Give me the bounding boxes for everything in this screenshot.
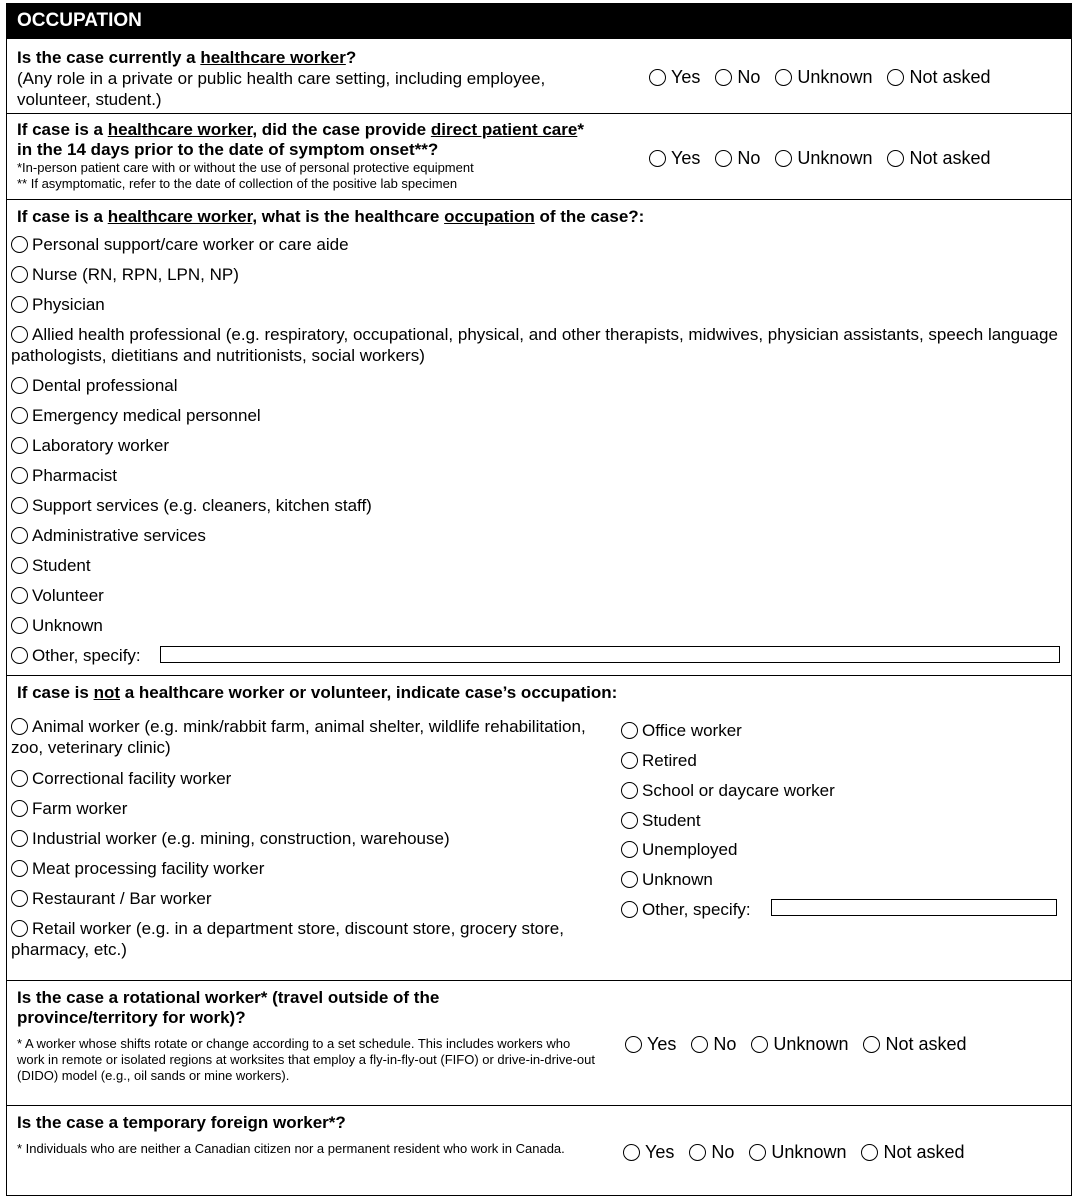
section-header: OCCUPATION xyxy=(7,4,1071,38)
q2-unknown-radio[interactable]: Unknown xyxy=(775,148,872,169)
hc-option-administrative[interactable]: Administrative services xyxy=(11,525,206,546)
radio-circle-icon[interactable] xyxy=(623,1144,640,1161)
radio-circle-icon[interactable] xyxy=(11,377,28,394)
hc-option-nurse[interactable]: Nurse (RN, RPN, LPN, NP) xyxy=(11,264,239,285)
radio-circle-icon[interactable] xyxy=(11,718,28,735)
q-healthcare-occupation xyxy=(7,199,1071,675)
radio-circle-icon[interactable] xyxy=(11,296,28,313)
occ-option-retail[interactable]: Retail worker (e.g. in a department store, discount store, grocery store, pharmacy, etc.) xyxy=(11,919,564,959)
q5-no-radio[interactable]: No xyxy=(691,1034,736,1055)
radio-circle-icon[interactable] xyxy=(11,236,28,253)
occ-option-office[interactable]: Office worker xyxy=(621,720,742,741)
q1-yes-radio[interactable]: Yes xyxy=(649,67,700,88)
hc-option-dental[interactable]: Dental professional xyxy=(11,375,178,396)
q6-yes-radio[interactable]: Yes xyxy=(623,1142,674,1163)
radio-circle-icon[interactable] xyxy=(11,920,28,937)
occ-option-retired[interactable]: Retired xyxy=(621,750,697,771)
radio-circle-icon[interactable] xyxy=(775,69,792,86)
radio-circle-icon[interactable] xyxy=(11,407,28,424)
radio-circle-icon[interactable] xyxy=(11,497,28,514)
hc-option-student[interactable]: Student xyxy=(11,555,91,576)
radio-circle-icon[interactable] xyxy=(649,150,666,167)
occ-option-student[interactable]: Student xyxy=(621,810,701,831)
q1-unknown-radio[interactable]: Unknown xyxy=(775,67,872,88)
q6-note: * Individuals who are neither a Canadian citizen nor a permanent resident who work in Canada. xyxy=(17,1141,565,1156)
occ-option-other[interactable]: Other, specify: xyxy=(621,899,751,920)
q1-note: (Any role in a private or public health care setting, including employee, volunteer, student.) xyxy=(17,69,546,109)
occ-option-correctional[interactable]: Correctional facility worker xyxy=(11,768,231,789)
radio-circle-icon[interactable] xyxy=(11,800,28,817)
q6-options xyxy=(623,1142,975,1163)
radio-circle-icon[interactable] xyxy=(775,150,792,167)
radio-circle-icon[interactable] xyxy=(691,1036,708,1053)
q2-options xyxy=(649,148,1001,169)
q3-title: If case is a healthcare worker, what is the healthcare occupation of the case?: xyxy=(17,207,645,226)
radio-circle-icon[interactable] xyxy=(621,901,638,918)
q1-title: Is the case currently a healthcare worker? xyxy=(17,48,357,67)
q2-footnote-2: ** If asymptomatic, refer to the date of collection of the positive lab specimen xyxy=(17,176,458,191)
occ-option-unknown[interactable]: Unknown xyxy=(621,869,713,890)
hc-option-allied-health[interactable]: Allied health professional (e.g. respiratory, occupational, physical, and other therapists, midwives, physician assistants, speech language pathologists, dietitians and nutritionists, social workers) xyxy=(11,325,1058,365)
radio-circle-icon[interactable] xyxy=(11,467,28,484)
radio-circle-icon[interactable] xyxy=(621,841,638,858)
q-non-healthcare-occupation xyxy=(7,675,1071,980)
radio-circle-icon[interactable] xyxy=(749,1144,766,1161)
occ-option-school-daycare[interactable]: School or daycare worker xyxy=(621,780,835,801)
q5-yes-radio[interactable]: Yes xyxy=(625,1034,676,1055)
occ-option-meat-processing[interactable]: Meat processing facility worker xyxy=(11,858,264,879)
hc-option-laboratory[interactable]: Laboratory worker xyxy=(11,435,169,456)
q6-title: Is the case a temporary foreign worker*? xyxy=(17,1113,346,1132)
q-direct-patient-care xyxy=(7,113,1071,199)
q5-unknown-radio[interactable]: Unknown xyxy=(751,1034,848,1055)
q6-not-asked-radio[interactable]: Not asked xyxy=(861,1142,964,1163)
q-temporary-foreign-worker xyxy=(7,1105,1071,1192)
q1-options xyxy=(649,67,1001,88)
q1-no-radio[interactable]: No xyxy=(715,67,760,88)
radio-circle-icon[interactable] xyxy=(621,871,638,888)
radio-circle-icon[interactable] xyxy=(649,69,666,86)
q2-title-line2: in the 14 days prior to the date of symptom onset**? xyxy=(17,140,439,159)
radio-circle-icon[interactable] xyxy=(621,812,638,829)
occ-other-specify-input[interactable] xyxy=(771,899,1057,916)
radio-circle-icon[interactable] xyxy=(621,722,638,739)
radio-circle-icon[interactable] xyxy=(11,770,28,787)
hc-option-unknown[interactable]: Unknown xyxy=(11,615,103,636)
radio-circle-icon[interactable] xyxy=(11,527,28,544)
q1-not-asked-radio[interactable]: Not asked xyxy=(887,67,990,88)
q6-no-radio[interactable]: No xyxy=(689,1142,734,1163)
hc-option-emergency[interactable]: Emergency medical personnel xyxy=(11,405,261,426)
radio-circle-icon[interactable] xyxy=(11,587,28,604)
radio-circle-icon[interactable] xyxy=(621,782,638,799)
q5-options xyxy=(625,1034,977,1055)
q-healthcare-worker xyxy=(7,38,1071,113)
occ-option-animal-worker[interactable]: Animal worker (e.g. mink/rabbit farm, animal shelter, wildlife rehabilitation, zoo, veterinary clinic) xyxy=(11,717,586,757)
q2-footnote-1: *In-person patient care with or without the use of personal protective equipment xyxy=(17,160,474,175)
radio-circle-icon[interactable] xyxy=(887,150,904,167)
radio-circle-icon[interactable] xyxy=(625,1036,642,1053)
hc-option-support-services[interactable]: Support services (e.g. cleaners, kitchen staff) xyxy=(11,495,372,516)
q6-unknown-radio[interactable]: Unknown xyxy=(749,1142,846,1163)
radio-circle-icon[interactable] xyxy=(11,326,28,343)
q5-title: Is the case a rotational worker* (travel outside of the province/territory for work)? xyxy=(17,988,440,1027)
occ-option-restaurant[interactable]: Restaurant / Bar worker xyxy=(11,888,212,909)
radio-circle-icon[interactable] xyxy=(621,752,638,769)
occ-option-farm[interactable]: Farm worker xyxy=(11,798,127,819)
q2-no-radio[interactable]: No xyxy=(715,148,760,169)
q4-title: If case is not a healthcare worker or volunteer, indicate case’s occupation: xyxy=(17,683,618,702)
radio-circle-icon[interactable] xyxy=(689,1144,706,1161)
q-rotational-worker xyxy=(7,980,1071,1105)
radio-circle-icon[interactable] xyxy=(715,69,732,86)
radio-circle-icon[interactable] xyxy=(11,557,28,574)
radio-circle-icon[interactable] xyxy=(11,647,28,664)
radio-circle-icon[interactable] xyxy=(11,266,28,283)
radio-circle-icon[interactable] xyxy=(751,1036,768,1053)
occ-option-unemployed[interactable]: Unemployed xyxy=(621,839,737,860)
radio-circle-icon[interactable] xyxy=(11,617,28,634)
radio-circle-icon[interactable] xyxy=(861,1144,878,1161)
q2-yes-radio[interactable]: Yes xyxy=(649,148,700,169)
occ-option-industrial[interactable]: Industrial worker (e.g. mining, construction, warehouse) xyxy=(11,828,450,849)
hc-option-other[interactable]: Other, specify: xyxy=(11,645,141,666)
radio-circle-icon[interactable] xyxy=(863,1036,880,1053)
hc-option-pharmacist[interactable]: Pharmacist xyxy=(11,465,117,486)
hc-other-specify-input[interactable] xyxy=(160,646,1060,663)
radio-circle-icon[interactable] xyxy=(887,69,904,86)
occupation-form xyxy=(6,3,1072,1196)
q5-not-asked-radio[interactable]: Not asked xyxy=(863,1034,966,1055)
q5-note: * A worker whose shifts rotate or change according to a set schedule. This includes workers who work in remote or isolated regions at worksites that employ a fly-in-fly-out (FIFO) or drive-in-drive-out (DIDO) model (e.g., oil sands or mine workers). xyxy=(17,1036,595,1083)
radio-circle-icon[interactable] xyxy=(11,437,28,454)
q2-not-asked-radio[interactable]: Not asked xyxy=(887,148,990,169)
radio-circle-icon[interactable] xyxy=(11,830,28,847)
hc-option-physician[interactable]: Physician xyxy=(11,294,105,315)
hc-option-personal-support[interactable]: Personal support/care worker or care aide xyxy=(11,234,349,255)
q2-title: If case is a healthcare worker, did the case provide direct patient care* xyxy=(17,120,584,139)
radio-circle-icon[interactable] xyxy=(11,860,28,877)
radio-circle-icon[interactable] xyxy=(715,150,732,167)
radio-circle-icon[interactable] xyxy=(11,890,28,907)
hc-option-volunteer[interactable]: Volunteer xyxy=(11,585,104,606)
